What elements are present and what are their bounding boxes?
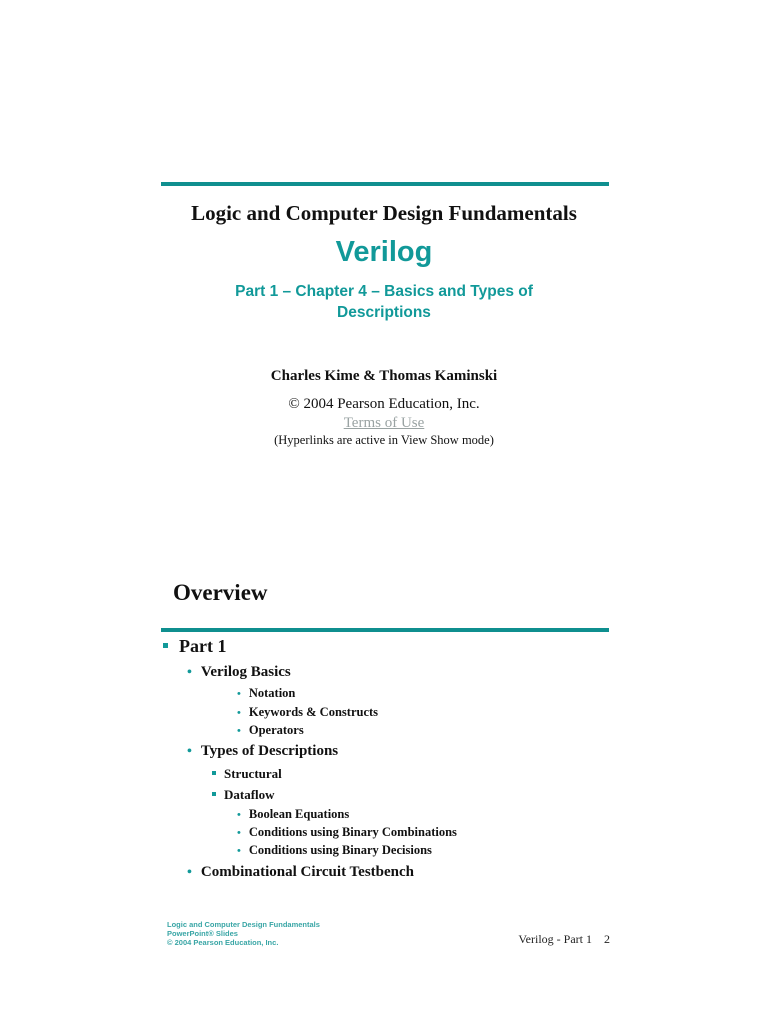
list-item-label: Operators [248,723,304,737]
course-title: Logic and Computer Design Fundamentals [191,201,577,225]
square-bullet-icon [212,771,216,775]
slide-title: Verilog [335,236,433,268]
list-item-label: Combinational Circuit Testbench [200,864,414,880]
slide-subtitle: Part 1 – Chapter 4 – Basics and Types of Descriptions [235,283,533,321]
copyright: © 2004 Pearson Education, Inc. [288,396,480,412]
list-item-keywords [237,705,378,720]
list-item-cond-comb [237,825,457,840]
dot-bullet-icon: • [187,744,192,759]
list-item-testbench [187,864,414,881]
dot-bullet-icon: • [237,688,241,700]
list-item-label: Verilog Basics [200,664,291,680]
list-item-label: Conditions using Binary Decisions [248,843,432,857]
footer-brand [167,920,320,947]
list-item-types [187,743,338,760]
list-item-label: Notation [248,686,296,700]
footer-brand-line: Logic and Computer Design Fundamentals [167,920,320,929]
authors: Charles Kime & Thomas Kaminski [270,368,498,384]
footer-page-label [518,932,610,947]
list-item-label: Structural [224,766,282,781]
list-item-structural [212,766,282,782]
list-item-label: Conditions using Binary Combinations [248,825,457,839]
list-item-label: Types of Descriptions [200,743,339,759]
footer-brand-line: © 2004 Pearson Education, Inc. [167,938,279,947]
dot-bullet-icon: • [237,725,241,737]
footer-brand-line: PowerPoint® Slides [167,929,238,938]
list-item-notation [237,686,295,701]
list-item-boolean [237,807,349,822]
list-item-part1 [163,636,226,657]
dot-bullet-icon: • [187,665,192,680]
list-item-cond-dec [237,843,432,858]
list-item-verilog-basics [187,664,291,681]
list-item-label: Dataflow [224,787,275,802]
overview-heading: Overview [173,580,268,605]
dot-bullet-icon: • [237,845,241,857]
list-item-label: Boolean Equations [248,807,350,821]
dot-bullet-icon: • [187,865,192,880]
top-divider [161,182,609,186]
square-bullet-icon [163,643,168,648]
dot-bullet-icon: • [237,809,241,821]
list-item-label: Keywords & Constructs [248,705,379,719]
footer-label-text: Verilog - Part 1 [518,932,592,946]
dot-bullet-icon: • [237,707,241,719]
terms-of-use-link[interactable]: Terms of Use [343,415,425,431]
page-number: 2 [604,932,610,946]
list-item-dataflow [212,787,275,803]
list-item-operators [237,723,304,738]
hyperlink-note: (Hyperlinks are active in View Show mode) [274,433,494,447]
dot-bullet-icon: • [237,827,241,839]
overview-divider [161,628,609,632]
list-item-label: Part 1 [179,636,227,656]
square-bullet-icon [212,792,216,796]
